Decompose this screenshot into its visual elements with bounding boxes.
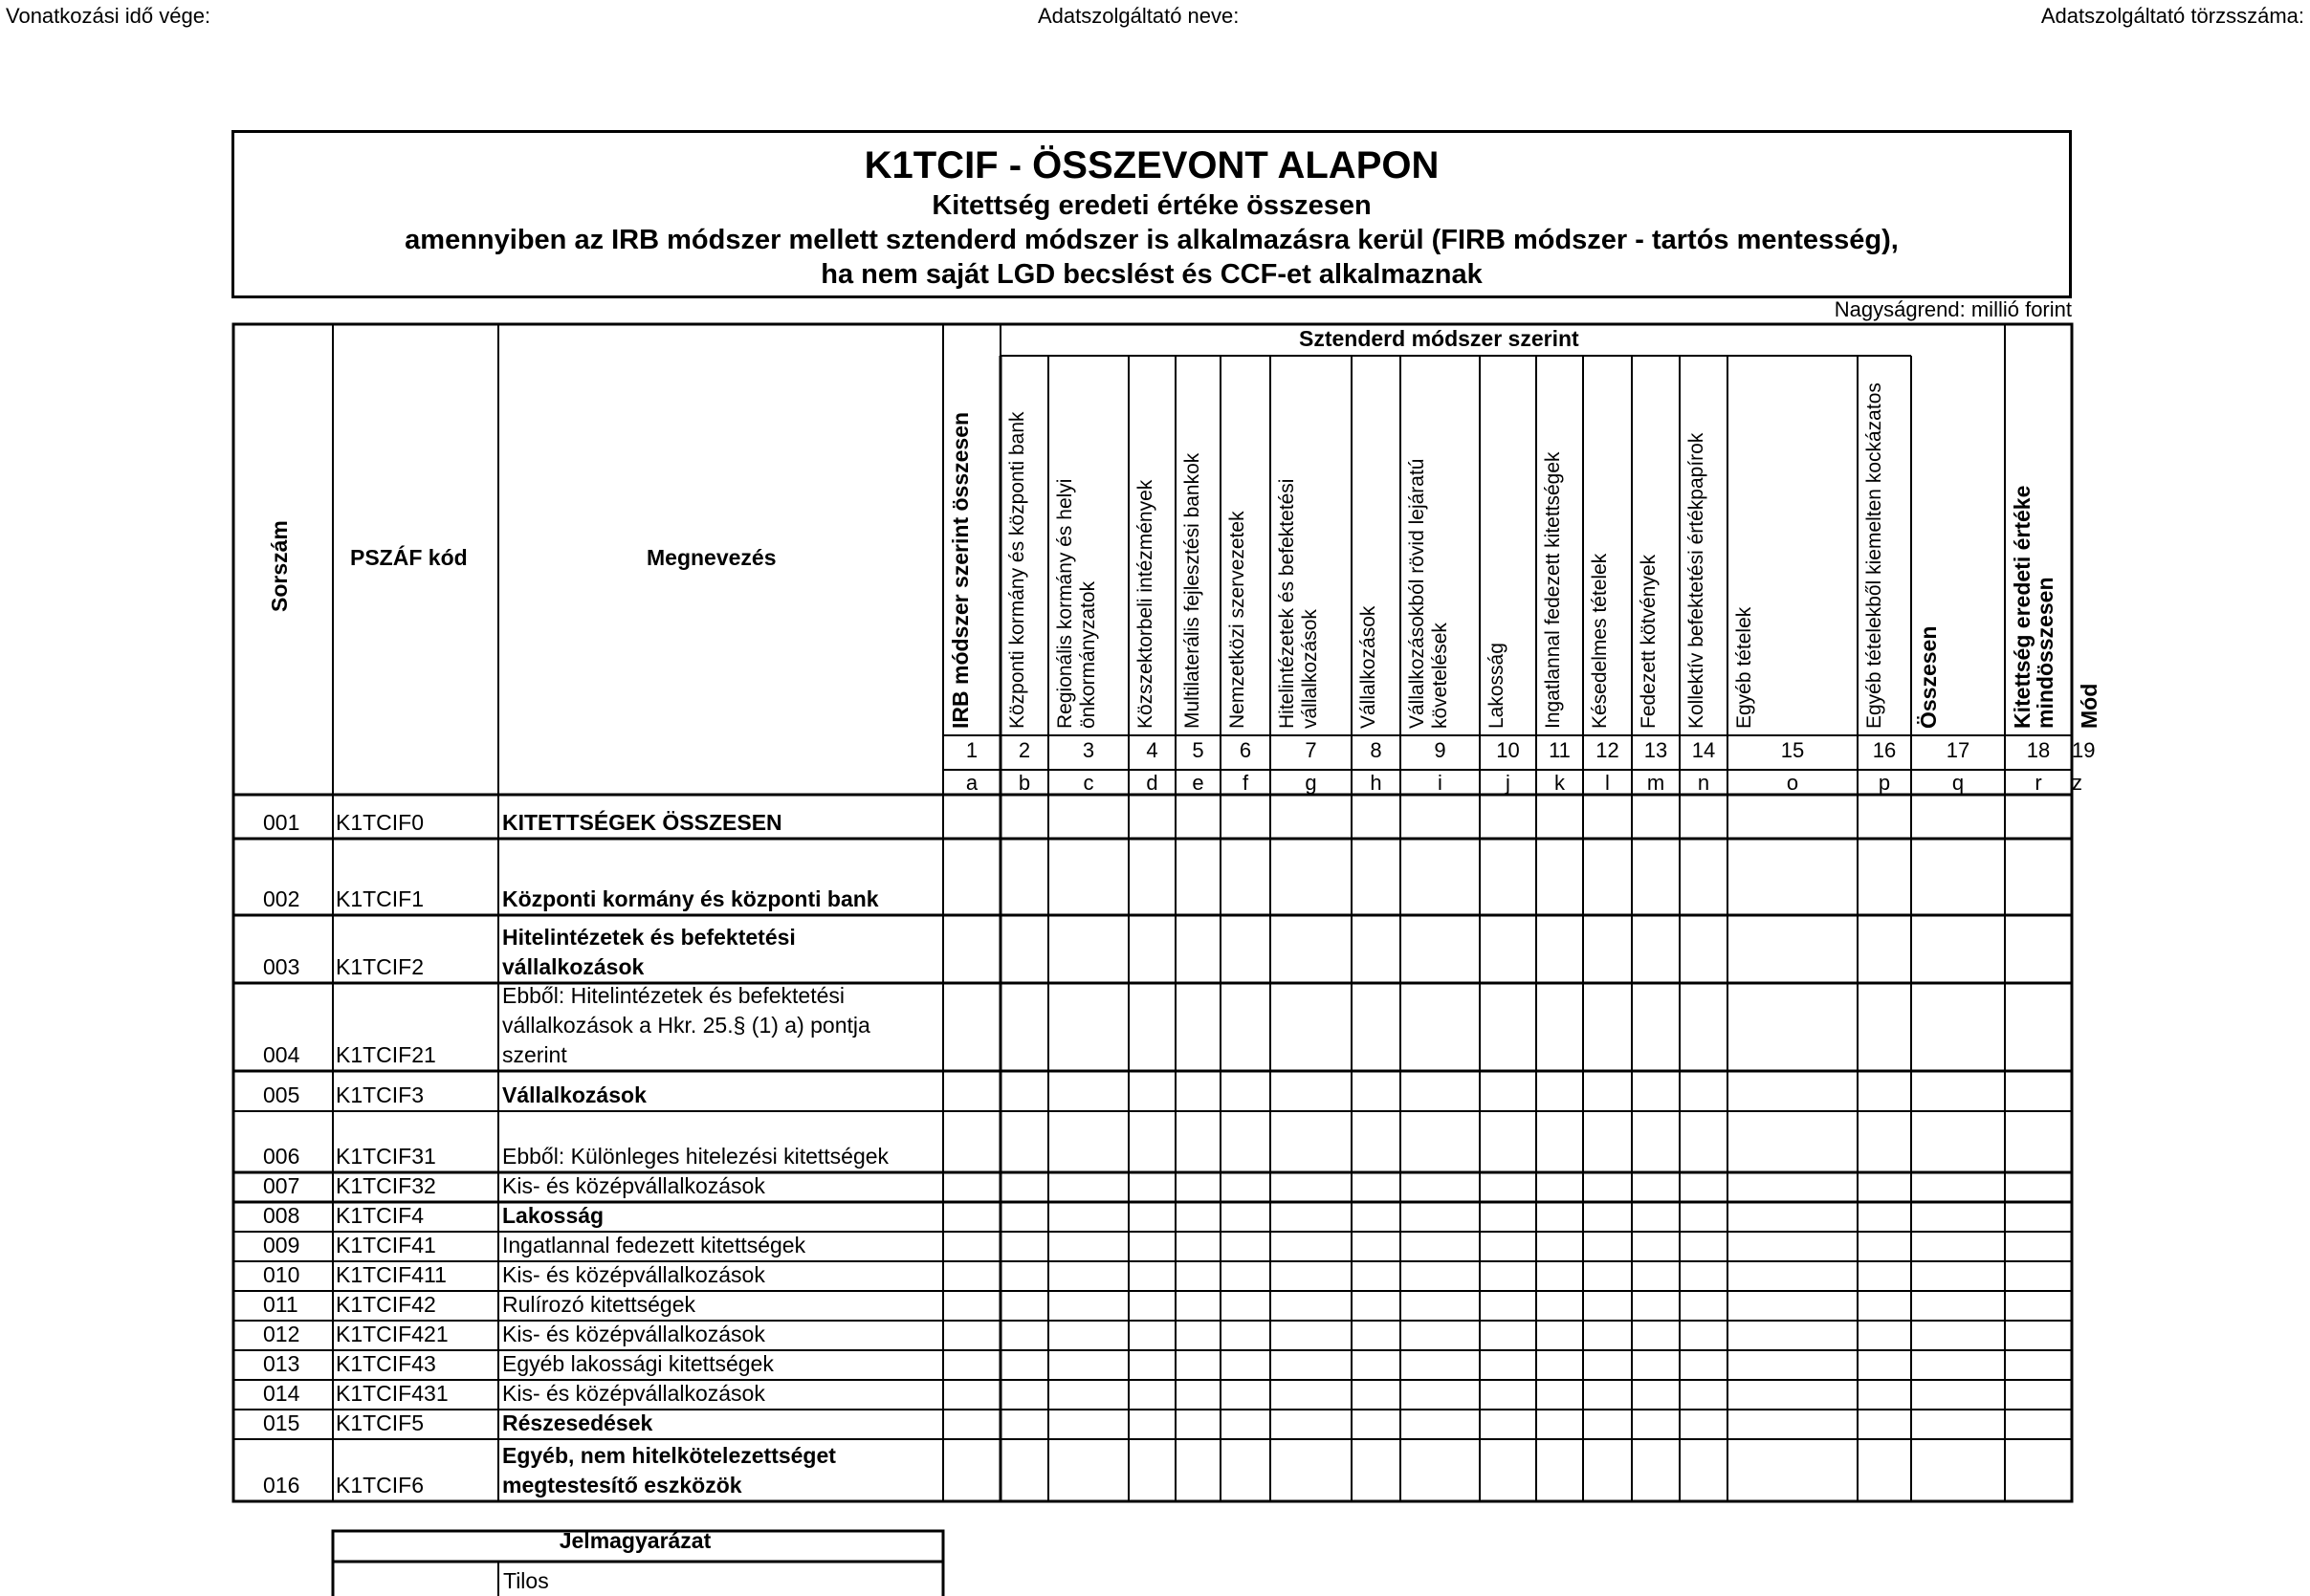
col-letter-12: l [1605, 771, 1610, 795]
col-header-16: Egyéb tételekből kiemelten kockázatos [1863, 383, 1885, 729]
row-code-015: K1TCIF5 [336, 1410, 425, 1435]
col-letter-4: d [1146, 771, 1158, 795]
form-title: K1TCIF - ÖSSZEVONT ALAPON [864, 144, 1440, 186]
row-sorszam-015: 015 [263, 1410, 300, 1435]
row-sorszam-006: 006 [263, 1144, 300, 1169]
row-sorszam-008: 008 [263, 1203, 300, 1228]
col-number-15: 15 [1780, 738, 1805, 762]
col-header-8: Vállalkozások [1357, 605, 1379, 729]
header-provider-id-label: Adatszolgáltató törzsszáma: [2040, 4, 2304, 28]
col-header-12: Késedelmes tételek [1589, 553, 1611, 729]
col-number-1: 1 [965, 738, 979, 762]
row-code-003: K1TCIF2 [336, 954, 425, 979]
row-sorszam-009: 009 [263, 1233, 300, 1257]
row-name-005-line-1: Vállalkozások [502, 1082, 647, 1107]
col-header-4: Közszektorbeli intézmények [1134, 479, 1156, 729]
row-name-011-line-1: Rulírozó kitettségek [502, 1292, 695, 1317]
col-header-15: Egyéb tételek [1733, 606, 1755, 729]
row-name-014-line-1: Kis- és középvállalkozások [502, 1381, 765, 1406]
row-code-007: K1TCIF32 [336, 1173, 436, 1198]
col-number-16: 16 [1872, 738, 1897, 762]
col-letter-9: i [1438, 771, 1442, 795]
col-number-10: 10 [1496, 738, 1520, 762]
col-header-group-standard: Sztenderd módszer szerint [1299, 326, 1579, 351]
row-sorszam-001: 001 [263, 810, 300, 835]
col-number-17: 17 [1946, 738, 1970, 762]
row-name-013-line-1: Egyéb lakossági kitettségek [502, 1351, 774, 1376]
col-letter-15: o [1786, 771, 1799, 795]
row-sorszam-011: 011 [263, 1292, 298, 1317]
col-letter-17: q [1951, 771, 1965, 795]
row-code-004: K1TCIF21 [336, 1042, 436, 1067]
row-name-002-line-1: Központi kormány és központi bank [502, 886, 879, 911]
row-code-001: K1TCIF0 [336, 810, 425, 835]
col-letter-6: f [1242, 771, 1249, 795]
row-name-010-line-1: Kis- és középvállalkozások [502, 1262, 765, 1287]
col-letter-18: r [2035, 771, 2042, 795]
row-code-012: K1TCIF421 [336, 1322, 449, 1346]
col-number-7: 7 [1305, 738, 1317, 762]
row-name-004-line-2: vállalkozások a Hkr. 25.§ (1) a) pontja [502, 1013, 870, 1038]
col-letter-13: m [1646, 771, 1665, 795]
title-box [231, 130, 2072, 298]
col-letter-7: g [1305, 771, 1317, 795]
legend-title: Jelmagyarázat [559, 1528, 712, 1553]
col-header-5: Multilaterális fejlesztési bankok [1181, 452, 1203, 729]
col-letter-8: h [1370, 771, 1382, 795]
row-sorszam-012: 012 [263, 1322, 300, 1346]
col-letter-14: n [1697, 771, 1710, 795]
row-name-008-line-1: Lakosság [502, 1203, 605, 1228]
col-letter-16: p [1878, 771, 1891, 795]
col-number-2: 2 [1018, 738, 1031, 762]
col-number-14: 14 [1691, 738, 1716, 762]
row-code-006: K1TCIF31 [336, 1144, 436, 1169]
col-letter-2: b [1018, 771, 1031, 795]
row-name-004-line-3: szerint [502, 1042, 567, 1067]
col-number-13: 13 [1643, 738, 1668, 762]
col-number-6: 6 [1239, 738, 1252, 762]
form-condition-line-1: amennyiben az IRB módszer mellett sztenderd módszer is alkalmazásra kerül (FIRB módszer - tartós mentesség), [405, 225, 1899, 255]
col-header-14: Kollektív befektetési értékpapírok [1685, 432, 1707, 729]
col-number-9: 9 [1434, 738, 1446, 762]
col-number-11: 11 [1549, 738, 1571, 762]
col-header-10: Lakosság [1485, 643, 1507, 729]
col-header-6: Nemzetközi szervezetek [1226, 511, 1248, 729]
col-header-2: Központi kormány és központi bank [1006, 411, 1028, 729]
col-number-5: 5 [1192, 738, 1204, 762]
row-sorszam-005: 005 [263, 1082, 300, 1107]
row-sorszam-016: 016 [263, 1473, 300, 1498]
col-header-3: Regionális kormány és helyi önkormányzatok [1054, 478, 1099, 729]
col-header-7: Hitelintézetek és befektetési vállalkozások [1276, 478, 1321, 729]
row-code-014: K1TCIF431 [336, 1381, 449, 1406]
col-header-pszaf: PSZÁF kód [350, 545, 468, 570]
row-name-006-line-1: Ebből: Különleges hitelezési kitettségek [502, 1144, 890, 1169]
row-sorszam-013: 013 [263, 1351, 300, 1376]
row-name-001-line-1: KITETTSÉGEK ÖSSZESEN [502, 810, 782, 835]
row-code-010: K1TCIF411 [336, 1262, 447, 1287]
row-code-005: K1TCIF3 [336, 1082, 425, 1107]
header-reference-date-label: Vonatkozási idő vége: [6, 4, 211, 28]
col-number-4: 4 [1146, 738, 1158, 762]
row-sorszam-002: 002 [263, 886, 300, 911]
col-letter-3: c [1083, 771, 1094, 795]
legend-item-forbidden: Tilos [503, 1568, 549, 1593]
col-header-11: Ingatlannal fedezett kitettségek [1542, 451, 1564, 729]
unit-label: Nagyságrend: millió forint [1834, 297, 2072, 321]
col-header-13: Fedezett kötvények [1638, 554, 1660, 729]
row-name-007-line-1: Kis- és középvállalkozások [502, 1173, 765, 1198]
col-header-1: IRB módszer szerint összesen [948, 411, 973, 729]
col-header-18: Kitettség eredeti értéke mindösszesen [2010, 485, 2057, 729]
col-letter-11: k [1554, 771, 1565, 795]
col-number-8: 8 [1370, 738, 1382, 762]
row-name-003-line-2: vállalkozások [502, 954, 645, 979]
row-sorszam-010: 010 [263, 1262, 300, 1287]
col-header-megnevezes: Megnevezés [647, 545, 777, 570]
row-code-016: K1TCIF6 [336, 1473, 425, 1498]
col-number-18: 18 [2026, 738, 2051, 762]
form-subtitle: Kitettség eredeti értéke összesen [932, 190, 1372, 221]
col-letter-1: a [965, 771, 979, 795]
row-code-008: K1TCIF4 [336, 1203, 425, 1228]
col-number-12: 12 [1595, 738, 1619, 762]
row-code-009: K1TCIF41 [336, 1233, 436, 1257]
col-header-9: Vállalkozásokból rövid lejáratú követelések [1406, 458, 1451, 729]
col-header-19: Mód [2077, 683, 2101, 729]
row-sorszam-014: 014 [263, 1381, 300, 1406]
row-sorszam-007: 007 [263, 1173, 300, 1198]
row-name-016-line-1: Egyéb, nem hitelkötelezettséget [502, 1443, 836, 1468]
row-name-004-line-1: Ebből: Hitelintézetek és befektetési [502, 983, 845, 1008]
header-provider-name-label: Adatszolgáltató neve: [1038, 4, 1240, 28]
col-header-sorszam: Sorszám [267, 520, 292, 612]
col-letter-5: e [1192, 771, 1204, 795]
row-name-015-line-1: Részesedések [502, 1410, 653, 1435]
form-condition-line-2: ha nem saját LGD becslést és CCF-et alkalmaznak [821, 259, 1483, 290]
row-code-002: K1TCIF1 [336, 886, 425, 911]
row-name-009-line-1: Ingatlannal fedezett kitettségek [502, 1233, 806, 1257]
row-name-003-line-1: Hitelintézetek és befektetési [502, 925, 796, 950]
col-number-3: 3 [1082, 738, 1095, 762]
col-letter-10: j [1506, 771, 1510, 795]
row-sorszam-004: 004 [263, 1042, 300, 1067]
col-header-17: Összesen [1916, 625, 1941, 729]
row-name-012-line-1: Kis- és középvállalkozások [502, 1322, 765, 1346]
row-code-013: K1TCIF43 [336, 1351, 436, 1376]
row-sorszam-003: 003 [263, 954, 300, 979]
row-name-016-line-2: megtestesítő eszközök [502, 1473, 742, 1498]
row-code-011: K1TCIF42 [336, 1292, 436, 1317]
